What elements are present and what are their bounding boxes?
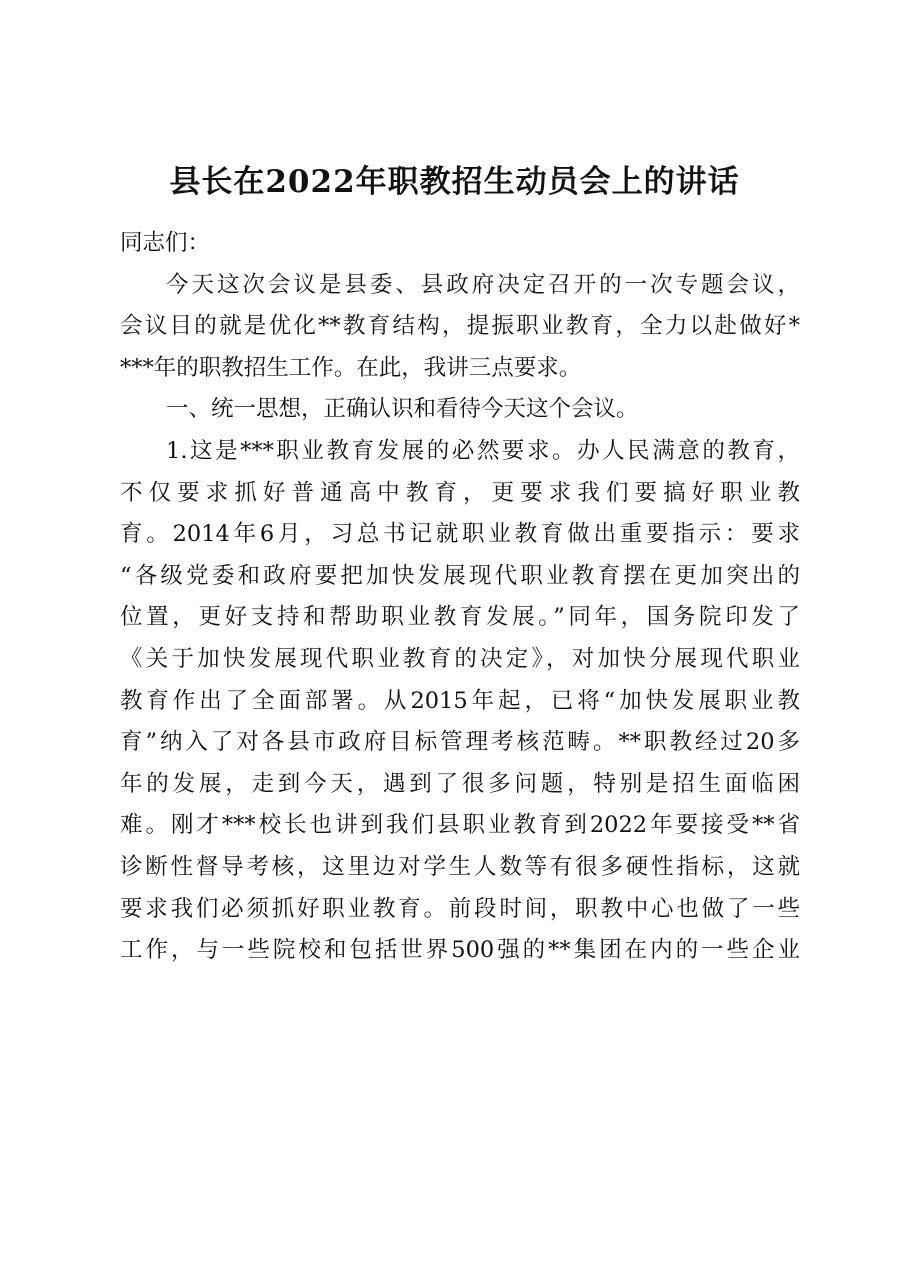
paragraph-line: 会议目的就是优化**教育结构，提振职业教育，全力以赴做好* — [120, 313, 800, 340]
paragraph-line: ***年的职教招生工作。在此，我讲三点要求。 — [120, 354, 582, 381]
section-heading: 一、统一思想，正确认识和看待今天这个会议。 — [166, 396, 639, 423]
paragraph-line: 育。2014年6月，习总书记就职业教育做出重要指示：要求 — [120, 521, 800, 548]
document-title: 县长在2022年职教招生动员会上的讲话 — [169, 164, 740, 200]
salutation: 同志们： — [120, 230, 211, 256]
paragraph-line: 要求我们必须抓好职业教育。前段时间，职教中心也做了一些 — [120, 895, 800, 922]
paragraph-line: 诊断性督导考核，这里边对学生人数等有很多硬性指标，这就 — [120, 853, 800, 880]
paragraph-line: 《关于加快发展现代职业教育的决定》，对加快分展现代职业 — [120, 645, 800, 672]
paragraph-line: 位置，更好支持和帮助职业教育发展。”同年，国务院印发了 — [120, 604, 800, 631]
paragraph-line: “各级党委和政府要把加快发展现代职业教育摆在更加突出的 — [120, 562, 800, 589]
paragraph-line: 难。刚才***校长也讲到我们县职业教育到2022年要接受**省 — [120, 812, 800, 839]
document-body — [120, 223, 800, 972]
paragraph-line: 育”纳入了对各县市政府目标管理考核范畴。**职教经过20多 — [120, 729, 800, 756]
paragraph-line: 不仅要求抓好普通高中教育，更要求我们要搞好职业教 — [120, 479, 800, 506]
paragraph-line: 工作，与一些院校和包括世界500强的**集团在内的一些企业 — [120, 937, 800, 964]
paragraph-line: 教育作出了全面部署。从2015年起，已将“加快发展职业教 — [120, 687, 800, 714]
paragraph-line: 今天这次会议是县委、县政府决定召开的一次专题会议， — [166, 271, 800, 298]
paragraph-line: 年的发展，走到今天，遇到了很多问题，特别是招生面临困 — [120, 770, 800, 797]
paragraph-line: 1.这是***职业教育发展的必然要求。办人民满意的教育， — [166, 437, 800, 464]
